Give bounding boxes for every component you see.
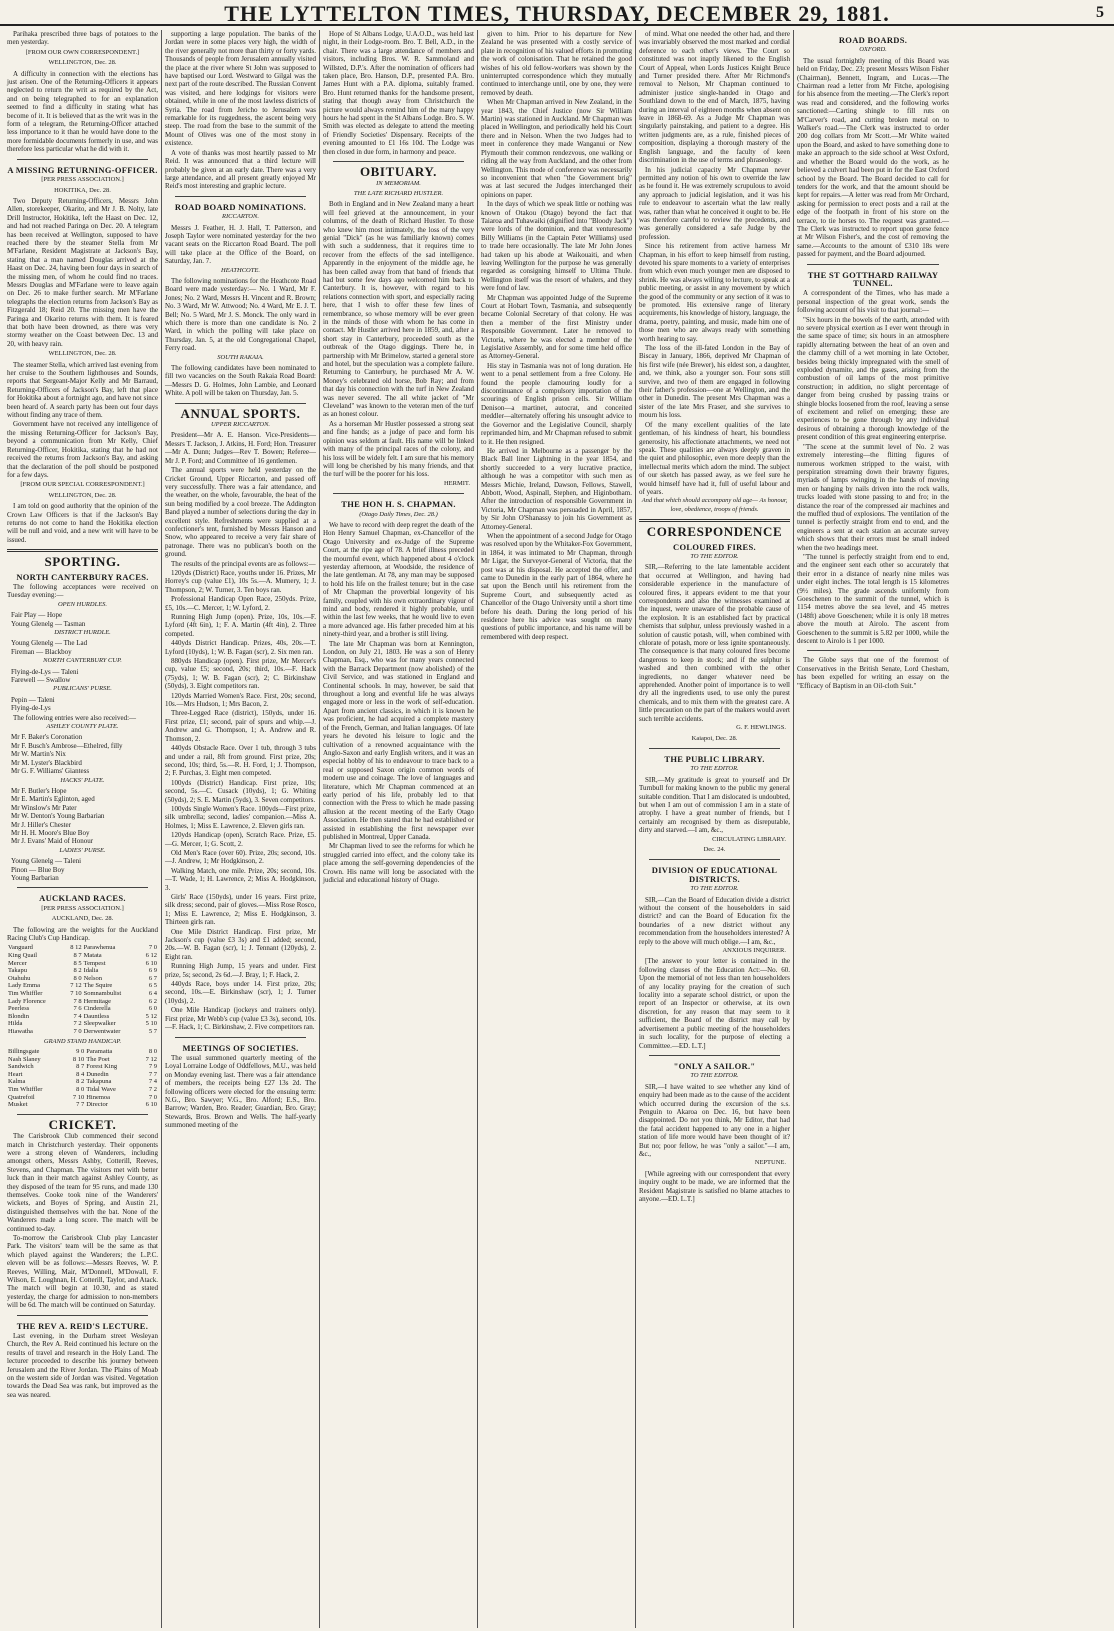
horse-weight: 6 10 (145, 1101, 157, 1109)
subheading: OXFORD. (859, 46, 887, 54)
section-heading-sports: ANNUAL SPORTS. (180, 405, 301, 421)
headline: DIVISION OF EDUCATIONAL DISTRICTS. (651, 865, 778, 884)
paragraph: Parihaka prescribed three bags of potatoes to the men yesterday. (7, 30, 158, 47)
table-row (7, 1078, 158, 1086)
horse-name: Matata (83, 952, 102, 959)
paragraph: The following entries were also received:— (13, 713, 137, 722)
paragraph: His stay in Tasmania was not of long duration. He went to a penal settlement from a free Colony. He found the people clamouring loudly for a discontinuance of a compulsory importation of the scourings of English prison cells. Sir William Denison—a martinet, autocrat, and conceited meddler—alternately offering his unsought advice to the Governor and the Legislative Council, sharply reprimanded him, and Mr Chapman refused to submit to it. He then resigned. (481, 361, 632, 446)
horse-weight: 8 0 (148, 1047, 157, 1055)
result-item: Walking Match, one mile. Prize, 20s; second, 10s.—T. Wade, 1; H. Lawrence, 2; Miss A. Hodgkinson, 3. (165, 866, 316, 892)
paragraph: The following are the weights for the Auckland Racing Club's Cup Handicap. (7, 925, 158, 942)
result-item: 440yds Race, boys under 14. First prize, 20s; second, 10s.—E. Birkinshaw (scr), 1; J. Turner (10yds), 2. (165, 980, 316, 1005)
entry-list (7, 733, 158, 775)
race-name: ASHLEY COUNTY PLATE. (46, 723, 119, 731)
horse-weight: 6 12 (145, 952, 157, 959)
list-item: Mr M. Lyster's Blackbird (11, 758, 82, 767)
list-item: Mr E. Martin's Eglinton, aged (11, 795, 95, 804)
paragraph: In his judicial capacity Mr Chapman never permitted any notion of his own to override the law as he found it. He was extremely scrupulous to avoid any approach to judicial legislation, and it was his rule to endeavour to ascertain what the law really was, rather than what he conceived it ought to be. He was therefore careful to review the precedents, and was generally considered a safe Judge by the profession. (639, 165, 790, 241)
horse-name: Tidal Wave (86, 1085, 116, 1093)
headline: THE PUBLIC LIBRARY. (664, 753, 765, 764)
horse-weight: 7 8 (73, 997, 82, 1005)
paragraph: The usual fortnightly meeting of this Board was held on Friday, Dec. 23; present Messrs Wilson Fisher (Chairman), Bennett, Ingram, and Lucas.—The Chairman read a letter from Mr Fitche, apologising for his absence from the meeting.—The Clerk's report was read and considered, and the following works sanctioned:—Carting shingle to fill ruts on M'Carver's road, and cutting broken metal on to Walker's road.—The Clerk was instructed to order 200 dog collars from Mr Scott.—Mr White waited upon the Board, and asked to have something done to make an approach to the side school at West Oxford, and whether the Board would do the work, as he believed a culvert had been put in for the East Oxford school by the Board. The Board decided to call for tenders for the work, and that the amount should be kept for repairs.—A letter was read from Mr Orchard, asking for permission to erect posts and a rail at the edge of the footpath in front of his store on the terrace, to tie horses to. The request was granted.—The Clerk was instructed to report upon gorse fence at Mr Wilson Fisher's, and the cost of removing the same.—Accounts to the amount of £310 18s were passed for payment, and the Board adjourned. (797, 56, 949, 259)
headline-missing-officer: A MISSING RETURNING-OFFICER. (7, 164, 158, 175)
entry-list (7, 668, 158, 685)
paragraph: Hope of St Albans Lodge, U.A.O.D., was held last night, in their Lodge-room. Bro. T. Bell, A.D., in the chair. There was a large attendance of members and visitors, including Bros. W. R. Sammoland and Willsted, D.P.'s. After the nomination of officers had taken place, Bro. Hanson, D.P., presented P.A. Bro. James Hunt with a P.A. diploma, suitably framed. Bro. Hunt returned thanks for the handsome present, stating that though away from Christchurch the picture would always remind him of the many happy hours he had spent in the St Albans Lodge. Bro. S. W. Smith was elected as delegate to attend the meeting of Friendly Societies' Dispensary. Receipts of the evening amounted to £1 16s 10d. The Lodge was then closed in due form, in harmony and peace. (323, 30, 474, 156)
subheading: SOUTH RAKAIA. (217, 353, 264, 361)
list-item: Pinon — Blue Boy (11, 865, 65, 874)
signature: G. F. HEWLINGS. (736, 724, 786, 732)
dateline: Dec. 24. (703, 845, 726, 853)
subheading: THE LATE RICHARD HUSTLER. (353, 189, 444, 197)
divider (649, 1055, 780, 1056)
table-row (7, 1020, 158, 1028)
horse-weight: 7 12 (70, 982, 82, 990)
table-row (7, 1048, 158, 1056)
column-3 (320, 30, 478, 1628)
horse-weight: 6 4 (148, 989, 157, 997)
horse-weight: 6 10 (145, 959, 157, 967)
column-2 (162, 30, 320, 1628)
horse-weight: 7 6 (73, 1005, 82, 1013)
signature: HERMIT. (443, 479, 470, 487)
table-row (7, 998, 158, 1006)
list-item: Farewell — Swallow (11, 676, 71, 685)
paragraph: Mr Chapman was appointed Judge of the Supreme Court at Hobart Town, Tasmania, and subsequently became Colonial Secretary of that colony. He was then a member of the first Ministry under Responsible Government. Later he removed to Victoria, where he was elected a member of the Legislative Assembly, and for some time held office as Attorney-General. (481, 293, 632, 361)
list-item: Mr Winslow's Mr Pater (11, 803, 77, 812)
list-item: Mr F. Butler's Hope (11, 786, 67, 795)
paragraph: given to him. Prior to his departure for New Zealand he was presented with a costly service of plate in recognition of his valued efforts in promoting the work of colonisation. That he retained the good wishes of his old fellow-workers was shown by the uninterrupted correspondence which they mutually continued to interchange until, one by one, they were removed by death. (481, 30, 632, 97)
paragraph: To-morrow the Carisbrook Club play Lancaster Park. The visitors' team will be the same as that which played against the Wanderers; the L.P.C. eleven will be as follows:—Messrs Reeves, W. P. Reeves, Willing, Mair, M'Donnell, M'Dowall, F. Wilson, E. Loughnan, H. Cotterill, Taylor, and Atack. The match will begin at 10.30, and as stated yesterday, the charge for admission to non-members will be 6d. The match will be continued on Saturday. (7, 1233, 158, 1310)
result-item: 100yds (District) Handicap. First prize, 10s; second, 5s.—C. Cusack (10yds), 1; G. Whiting (50yds), 2; S. E. Martin (5yds), 3. Seven competitors. (165, 778, 316, 804)
headline: THE ST GOTTHARD RAILWAY TUNNEL. (807, 269, 939, 288)
table-row (7, 1086, 158, 1094)
list-item: Mr F. Busch's Ambrose—Ethelred, filly (11, 741, 123, 750)
paragraph: SIR,—Can the Board of Education divide a district without the consent of the householders in said district? and can the Board of Education fix the boundaries of a new district without any recommendation from the householders interested? A reply to the above will much oblige.—I am, &c., (639, 895, 790, 946)
paragraph: A vote of thanks was most heartily passed to Mr Reid. It was announced that a third lecture will probably be given at an early date. There was a very large attendance, and all present greatly enjoyed Mr Reid's most interesting and graphic lecture. (165, 148, 316, 191)
horse-name: Hermitage (83, 997, 112, 1005)
subheading: TO THE EDITOR. (690, 1072, 739, 1080)
entry-list (7, 639, 158, 656)
horse-name: Derwentwater (83, 1027, 121, 1035)
horse-weight: 5 7 (148, 1027, 157, 1035)
horse-name: Blondin (8, 1012, 29, 1020)
horse-name: Takapu (8, 967, 28, 975)
divider (175, 1037, 306, 1038)
paragraph: Of the many excellent qualities of the late gentleman, of his kindness of heart, his boundless generosity, his affectionate attachments, we need not speak. These qualities are always deeply graven in the quiet and philosophic, even more deeply than the intellectual merits which adorn the mind. The subject of our sketch has passed away, as we feel sure he would himself have had it, full of useful labour and of years. (639, 420, 790, 496)
subheading: RICCARTON. (222, 213, 259, 221)
headline: ROAD BOARD NOMINATIONS. (174, 201, 307, 212)
paragraph: of mind. What one needed the other had, and there was invariably observed the most marked and cordial deference to each other's views. The Court so constituted was not inaptly likened to the English Court of Appeal, when Lords Justices Knight Bruce and Turner presided there. After Mr Richmond's removal to Nelson, Mr Chapman continued to administer justice single-handed in Otago and Southland down to the end of March, 1875, having during an interval of eighteen months when absent on leave in 1868-69. As a Judge Mr Chapman was singularly painstaking, and patient to a degree. His written judgments are, as a rule, finished pieces of composition, displaying a thorough mastery of the English language, and the faculty of keen discrimination in the use of terms and phraseology. (639, 30, 790, 165)
race-name: LADIES' PURSE. (59, 846, 106, 854)
horse-name: Billingsgate (8, 1047, 40, 1055)
subheading: UPPER RICCARTON. (210, 421, 271, 429)
entry-list (7, 696, 158, 713)
horse-name: Takapuna (86, 1078, 112, 1086)
table-row (7, 1056, 158, 1064)
horse-weight: 8 2 (76, 1078, 85, 1086)
horse-weight: 8 2 (73, 967, 82, 975)
verse: And that which should accompany old age— As honour, love, obedience, troops of friends. (641, 497, 788, 513)
subheading: TO THE EDITOR. (690, 885, 739, 893)
paragraph: supporting a large population. The banks of the Jordan were in some places very high, the width of the river generally not more than thirty or forty yards. Thousands of people from Jerusalem annually visited the place at the river where St John was supposed to have baptised our Lord. Westward to Gilgal was the next part of the route described. The Russian Convent was visited, and here lodgings for visitors were obtained, while in one of the most lawless districts of Syria. The road from Jericho to Jerusalem was remarkable for its ruggedness, the ascent being very steep. The road from the base to the summit of the Mount of Olives was one of the most stony in existence. (165, 30, 316, 148)
horse-name: The Poet (86, 1055, 110, 1063)
paragraph: In the days of which we speak little or nothing was known of Otakou (Otago) beyond the fact that Taiaroa and Tuhawaiki (dignified into "Bloody Jack") were lords of the dominion, and that venturesome Billy Williams (in the Captain Peter Williams) used to trade here occasionally. The late Mr John Jones had taken up his abode at Waikouaiti, and when leaving Wellington for the purpose he was generally regarded as consigning himself to Ultima Thule. Wellington itself was the resort of whalers, and they were fond of law. (481, 200, 632, 293)
dateline: AUCKLAND, Dec. 28. (51, 915, 114, 923)
list-item: Young Barbarian (11, 873, 59, 882)
horse-name: Paramatta (86, 1047, 113, 1055)
paragraph: The late Mr Chapman was born at Kennington, London, on July 21, 1803. He was a son of Henry Chapman, Esq., who was for many years connected with the Barrack Department (now abolished) of the Civil Service, and was stationed in England and Continental schools. In may, however, be said that throughout a long and eventful life he was always engaged more or less in the work of self-education. Apart from ancient classics, in which it is known he was proficient, he had acquired a complete mastery of the French, German, and Italian languages. Of late years he devoted his leisure to logic and the cultivation of a renowned acquaintance with the Anglo-Saxon and early English writers, and it was an especial hobby of his to endeavour to trace back to a real or supposed Saxon origin common words of modern use and coinage. The love of languages and literature, which Mr Chapman commenced at an early period of his life, probably led to that connection with the Press to which he made passing allusion at the recent meeting of the Early Otago Association. He then stated that he had established or assisted in establishing the first newspaper ever published in Montreal, Upper Canada. (323, 639, 474, 841)
section-heading-sporting: SPORTING. (44, 554, 121, 570)
horse-weight: 8 7 (73, 952, 82, 959)
result-item: One Mile District Handicap. First prize, Mr Jackson's cup (value £3 3s) and £1 added; second, 20s.—W. B. Fagan (scr), 1; J. Tennant (120yds), 2. Eight ran. (165, 927, 316, 961)
headline: AUCKLAND RACES. (39, 893, 126, 904)
result-item: Three-Legged Race (district), 150yds, under 16. First prize, £1; second, pair of spurs and whip.—J. Andrew and G. Thompson, 1; A. Andrew and R. Thomson, 2. (165, 709, 316, 743)
signature: NEPTUNE. (754, 1159, 786, 1167)
paragraph: Messrs J. Feather, H. J. Hall, T. Patterson, and Joseph Taylor were nominated yesterday for the two vacant seats on the Riccarton Road Board. The poll will take place at the Office of the Board, on Saturday, Jan. 7. (165, 223, 316, 266)
horse-weight: 7 12 (145, 1055, 157, 1063)
source-line: (Otago Daily Times, Dec. 28.) (359, 510, 438, 518)
dateline: WELLINGTON, Dec. 28. (48, 59, 117, 67)
horse-name: Peerless (8, 1005, 30, 1013)
horse-weight: 8 0 (76, 1085, 85, 1093)
paragraph: A correspondent of the Times, who has made a personal inspection of the great work, sends the following account of his visit to that journal:— (797, 289, 949, 315)
paragraph: "Six hours in the bowels of the earth, attended with no severe physical exertion as I ever went through in the same space of time; six hours in an atmosphere rapidly alternating between the heat of an oven and the clammy chill of a wet morning in late October, besides being thickly impregnated with the smell of exploded dynamite, and the gases, arising from the combustion of oil lamps of the most primitive construction; in addition, no slight percentage of danger from being crushed by passing trains or shingle blocks loosened from the roof, leaving a sense of excitement and relief on emerging; these are experiences to be gone through by any individual desirous of obtaining a thorough knowledge of the present condition of this great engineering enterprise. (797, 315, 949, 442)
paragraph: The annual sports were held yesterday on the Cricket Ground, Upper Riccarton, and passed off very successfully. There was a fair attendance, and the weather, on the whole, favourable, the heat of the sun being modified by a cool breeze. The Addington Band played a number of selections during the day in excellent style. Refreshments were supplied at a confectioner's tent, furnished by Messrs Hanson and Snow, who appeared to receive a very fair share of patronage. There was no publican's booth on the ground. (165, 466, 316, 559)
source-line: [FROM OUR OWN CORRESPONDENT.] (25, 48, 140, 56)
horse-weight: 8 7 (76, 1063, 85, 1071)
paragraph: The usual summoned quarterly meeting of the Loyal Lorraine Lodge of Oddfellows, M.U., was held on Monday evening last. There was a fair attendance of members, the receipts being £27 13s 2d. The following officers were elected for the ensuing term: N.G., Bro. Sawyer; V.G., Bro. Alford; E.S., Bro. Barrow; Warden, Bro. Reader; Guardian, Bro. Gray; Stewards, Bros. Brown and Wells. The half-yearly summoned meeting of the (165, 1053, 316, 1130)
table-row (7, 1013, 158, 1021)
table-row (7, 982, 158, 990)
list-item: Flying-de-Lys (11, 704, 51, 713)
horse-name: Kalma (8, 1078, 26, 1086)
dateline: WELLINGTON, Dec. 28. (48, 350, 117, 358)
horse-weight: 7 0 (73, 1027, 82, 1035)
table-row (7, 960, 158, 968)
paragraph: President—Mr A. E. Hanson. Vice-Presidents—Messrs T. Jackson, J. Atkins, H. Ford; Hon. Treasurer—Mr A. Dunn; Judges—Rev T. Bowen; Referee—Mr J. P. Ford; and Committee of 16 gentlemen. (165, 431, 316, 465)
paragraph: Two Deputy Returning-Officers, Messrs John Allen, storekeeper, Okarito, and Mr J. B. Nolty, late Drill Instructor, Hokitika, left the Haast on Dec. 12, and had not reached Paringa on Dec. 20. A telegram has been received at Wellington, supposed to have reached there by the steamer Stella from Mr M'Farlane, Resident Magistrate at Jackson's Bay, stating that a man named Douglas arrived at the Haast on Dec. 24, having been four days in search of the missing men, of whom he could find no traces. Messrs Douglas and M'Farlane were to leave again on Dec. 26 to make further search. Mr M'Farlane telegraphs the election returns from Jackson's Bay as Fitzgerald 18; Reid 20. The missing men have the Paringa and Okarito returns with them. It is feared that both have been drowned, as there was very stormy weather on the Coast between Dec. 13 and 20, with heavy rain. (7, 196, 158, 348)
headline: THE REV A. REID'S LECTURE. (16, 1320, 149, 1331)
table-row (7, 1071, 158, 1079)
divider (175, 196, 306, 197)
horse-weight: 9 0 (76, 1047, 85, 1055)
paragraph: The Carisbrook Club commenced their second match in Christchurch yesterday. Their opponents were a strong eleven of Wanderers, including amongst others, Messrs Ashby, Cotterill, Reeves, Stevens, and Chapman. The visitors met with better luck than in their match against Ashley County, as they disposed of the team for 95 runs, and made 130 themselves. Cooke took nine of the Wanderers' wickets, and Boyes of Spring, and Austin 21, distinguished themselves with the bat. None of the Wanderers made a long score. The match will be continued to-day. (7, 1132, 158, 1233)
paragraph: The following nominations for the Heathcote Road Board were made yesterday:— No. 1 Ward, Mr F. Jones; No. 2 Ward, Messrs H. Vincent and R. Brown; No. 3 Ward, Mr W. Attwood; No. 4 Ward, Mr E. J. T. Bell; No. 5 Ward, Mr J. S. Monck. The only ward in which there is more than one candidate is No. 2 Ward, in which the polling will take place on Thursday, Jan. 5, at the old Congregational Chapel, Ferry road. (165, 276, 316, 353)
list-item: Young Glenelg — Taleni (11, 857, 82, 866)
paragraph: I am told on good authority that the opinion of the Crown Law Officers is that if the Jackson's Bay returns do not come to hand the Hokitika election will be null and void, and a new writ will have to be issued. (7, 502, 158, 544)
paragraph: SIR,—My gratitude is great to yourself and Dr Turnbull for making known to the public my general suitable condition. That I am dislocated is undoubted, but when I am out of commission I am in a state of atrophy. I have a great number of friends, but I certainly am recognised by them as disreputable, dirty and starved.—I am, &c., (639, 775, 790, 835)
table-row (7, 944, 158, 952)
paragraph: The Globe says that one of the foremost of Conservatives in the British Senate, Lord Chesham, has been expelled for writing an essay on the "Efficacy of Baptism in an Oil-cloth Suit." (797, 656, 949, 690)
headline: NORTH CANTERBURY RACES. (16, 571, 149, 582)
horse-weight: 7 7 (76, 1101, 85, 1109)
race-name: DISTRICT HURDLE. (54, 629, 111, 636)
horse-name: Somnambulist (83, 989, 122, 997)
subheading: TO THE EDITOR. (690, 765, 739, 773)
paragraph: [The answer to your letter is contained in the following clauses of the Education Act:—No. 60. Upon the memorial of not less than ten householders of any locality praying for the creation of such locality into a separate school district, or upon the report of an Inspector or otherwise, at its own discretion, for any reason that may seem to it sufficient, the Board of the district may call by advertisement a public meeting of the householders in such locality, for the purpose of electing a Committee.—ED. L.T.] (639, 957, 790, 1050)
paragraph: Mr Chapman lived to see the reforms for which he struggled carried into effect, and the colony take its place among the self-governing dependencies of the Crown. His name will long be associated with the judicial and educational history of Otago. (323, 842, 474, 884)
horse-weight: 7 4 (148, 1078, 157, 1086)
horse-name: Vanguard (8, 944, 33, 952)
list-item: Mr J. Evans' Maid of Honour (11, 837, 94, 846)
paragraph: Since his retirement from active harness Mr Chapman, in his effort to keep himself from rusting, devoted his spare moments to a variety of enterprises from which even much younger men are disposed to shrink. He was always willing to lecture, to speak at a public meeting, or assist in any movement by which the good of the community or any section of it was to be promoted. His extensive range of literary acquirements, his knowledge of history, language, the drama, poetry, painting, and music, made him one of those men who are always ready with something worth hearing to say. (639, 242, 790, 343)
horse-name: Hilda (8, 1020, 23, 1028)
result-item: 880yds Handicap (open). First prize, Mr Mercer's cup, value £5; second, 20s; third, 10s.—F. Hack (75yds), 1; W. B. Fagan (scr), 2; C. Birkinshaw (50yds), 3. Eight competitors ran. (165, 657, 316, 691)
horse-name: Tim Whiffler (8, 1085, 43, 1093)
horse-weight: 8 4 (76, 1070, 85, 1078)
horse-name: Tim Whiffler (8, 989, 43, 997)
source-line: [FROM OUR SPECIAL CORRESPONDENT.] (20, 481, 145, 489)
horse-weight: 7 4 (73, 1012, 82, 1020)
horse-weight: 8 12 (70, 944, 82, 952)
horse-name: Parawhenua (83, 944, 116, 952)
list-item: Young Glenelg — The Lad (11, 639, 88, 648)
section-heading-correspondence: CORRESPONDENCE (646, 524, 783, 540)
horse-weight: 5 10 (145, 1020, 157, 1028)
horse-name: Sleepwalker (83, 1020, 116, 1028)
entry-list (7, 857, 158, 882)
horse-name: Dunedin (86, 1070, 109, 1078)
result-item: One Mile Handicap (jockeys and trainers only). First prize, Mr Webb's cup (value £3 3s), second, 10s.—F. Hack, 1; C. Birkinshaw, 2. Five competitors ran. (165, 1006, 316, 1032)
horse-weight: 7 9 (148, 1063, 157, 1071)
table-row (7, 1094, 158, 1102)
paragraph: When the appointment of a second Judge for Otago was resolved upon by the Whitaker-Fox Government, in 1864, it was intimated to Mr Chapman, through Mr Ligar, the Surveyor-General of Victoria, that the post was at his disposal. He accepted the offer, and came to Dunedin in the early part of 1864, where he sat upon the Bench until his retirement from the Supreme Court, and subsequently acted as Chancellor of the Otago University until a short time before his death. During the long period of his residence here his advice was sought on many questions of public importance, and his name will be remembered with deep respect. (481, 531, 632, 641)
weights-table (7, 944, 158, 1035)
list-item: Mr H. H. Moore's Blue Boy (11, 828, 90, 837)
paragraph: Government have not received any intelligence of the missing Returning-Officer for Jackson's Bay, beyond a communication from Mr Kelly, Chief Returning-Officer, Hokitika, stating that he had not received the returns from Jackson's Bay, and asking that the declaration of the poll should be postponed for a few days. (7, 420, 158, 479)
horse-name: King Quail (8, 952, 38, 959)
horse-weight: 8 10 (72, 1055, 85, 1063)
result-item: 440yds Obstacle Race. Over 1 tub, through 3 tubs and under a rail, 8ft from ground. First prize, 20s; second, 10s; third, 5s.—R. H. Ford, 1; J. Thompson, 2; F. Purchas, 3. Eight men competed. (165, 744, 316, 778)
headline: MEETINGS OF SOCIETIES. (182, 1042, 299, 1053)
newspaper-title: THE LYTTELTON TIMES, THURSDAY, DECEMBER 29, 1881. (224, 1, 890, 26)
horse-weight: 6 2 (148, 997, 157, 1005)
horse-name: Lady Florence (8, 997, 46, 1005)
weights-table (7, 1048, 158, 1109)
horse-name: Dauntless (83, 1012, 110, 1020)
table-row (7, 952, 158, 960)
paragraph: [While agreeing with our correspondent that every inquiry ought to be made, we are informed that the Resident Magistrate is satisfied no blame attaches to anyone.—ED. L.T.] (639, 1169, 790, 1203)
horse-name: The Squire (83, 982, 113, 990)
horse-name: Idalia (83, 967, 99, 975)
divider (175, 403, 306, 404)
horse-name: Nelson (83, 974, 103, 982)
source-line: [PER PRESS ASSOCIATION.] (41, 904, 124, 912)
column-5 (636, 30, 794, 1628)
headline: THE HON H. S. CHAPMAN. (341, 499, 456, 510)
entry-list (7, 611, 158, 628)
column-6 (794, 30, 952, 1628)
horse-weight: 6 9 (148, 967, 157, 975)
signature: CIRCULATING LIBRARY. (712, 835, 786, 843)
table-row (7, 1005, 158, 1013)
horse-name: Nash Slaney (8, 1055, 41, 1063)
divider (807, 650, 939, 651)
list-item: Mr F. Baker's Coronation (11, 733, 83, 742)
result-item: 120yds (District) Race, youths under 16. Prizes, Mr Horrey's cup (value £1), 10s 5s.—A. Mumery, 1; J. Thompson, 2; W. Turner, 3. Ten boys ran. (165, 568, 316, 594)
list-item: Mr G. F. Williams' Giantess (11, 767, 90, 776)
result-item: 120yds Handicap (open), Scratch Race. Prize, £5.—G. Mercer, 1; G. Scott, 2. (165, 831, 316, 848)
horse-name: Musket (8, 1101, 28, 1109)
horse-weight: 8 0 (73, 974, 82, 982)
dateline: HOKITIKA, Dec. 28. (54, 186, 111, 194)
table-row (7, 1028, 158, 1036)
race-name: GRAND STAND HANDICAP. (43, 1037, 122, 1045)
divider (17, 1315, 148, 1316)
list-item: Pepin — Taleni (11, 695, 55, 704)
result-item: 440yds District Handicap. Prizes, 40s, 20s.—T. Lyford (10yds), 1; W. B. Fagan (scr), 2. Six men ran. (165, 639, 316, 656)
column-4 (478, 30, 636, 1628)
dateline: Kaiapoi, Dec. 28. (691, 734, 738, 742)
race-name: NORTH CANTERBURY CUP. (43, 657, 122, 665)
paragraph: The loss of the ill-fated London in the Bay of Biscay in January, 1866, deprived Mr Chapman of his first wife (née Brewer), his eldest son, a daughter, and, we think, also a younger son. Four sons still survive, and two of them are engaged in following their father's profession—one at Wellington, and the other in Dunedin. The present Mrs Chapman was a sister of the late Mrs Fraser, and she survives to mourn his loss. (639, 344, 790, 420)
paragraph: Both in England and in New Zealand many a heart will feel grieved at the announcement, in your columns, of the death of Richard Hustler. To those who knew him most intimately, the loss of the very genial "Dick" (as he was familiarly known) comes with such a suddenness, that it requires time to recover from the effects of the sad intelligence. Apparently in the enjoyment of the middle age, he has been called away from that band of friends that had but some few days ago welcomed him back to Canterbury. It is, however, with regard to his relations connection with sport, and especially racing here, that I wish to offer these few lines of remembrance, so whose memory will be ever green in the minds of those with whom he has come in contact. Mr Hustler arrived here in 1859, and, after a short stay in Canterbury, proceeded south as the outbreak of the Otago diggings. There he, in partnership with Mr Brimelow, started a general store and hotel, but the speculation was a complete failure. Returning to Canterbury, he purchased Mr A. W. Money's celebrated old horse, Bob Ray; and from that day his connection with the turf in New Zealand was never severed. The all white jacket of "Mr Cleveland" was known to the veteran men of the turf as an honest colour. (323, 200, 474, 419)
horse-name: Lady Emma (8, 982, 40, 990)
masthead (0, 0, 1114, 26)
table-row (7, 1101, 158, 1109)
horse-weight: 8 5 (73, 959, 82, 967)
divider (649, 748, 780, 749)
horse-name: Director (86, 1101, 108, 1109)
divider (17, 887, 148, 888)
result-item: 100yds Single Women's Race. 100yds—First prize, silk umbrella; second, ladies' companion.—Miss A. Holmes, 1; Miss E. Lawrence, 2. Eleven girls ran. (165, 804, 316, 830)
divider (17, 159, 148, 160)
table-row (7, 1063, 158, 1071)
list-item: Young Glenelg — Tasman (11, 619, 86, 628)
horse-weight: 7 0 (148, 1093, 157, 1101)
table-row (7, 975, 158, 983)
table-row (7, 990, 158, 998)
divider (639, 519, 790, 522)
result-item: Professional Handicap Open Race, 250yds. Prize, £5, 10s.—C. Mercer, 1; W. Lyford, 2. (165, 595, 316, 612)
result-item: Girls' Race (150yds), under 16 years. First prize, silk dress; second, pair of gloves.—Miss Rose Rosco, 1; Miss E. Lawrence, 2; Miss E. Hodgkinson, 3. Thirteen girls ran. (165, 893, 316, 927)
newspaper-columns (4, 30, 1110, 1628)
subheading: IN MEMORIAM. (376, 179, 421, 187)
horse-name: Cinderella (83, 1005, 111, 1013)
paragraph: When Mr Chapman arrived in New Zealand, in the year 1843, the Chief Justice (now Sir William Martin) was stationed in Auckland. Mr Chapman was placed in Wellington, and periodically held his Court there and in Nelson. When the two Judges had to meet in conference they made Wanganui or New Plymouth their common rendezvous, one walking or riding all the way from Auckland, and the other from Wellington. This mode of conference was necessarily so inconvenient that when "the Government brig" was at last secured the Judges interchanged their opinions on paper. (481, 98, 632, 199)
race-name: OPEN HURDLES. (57, 600, 108, 608)
column-1 (4, 30, 162, 1628)
source-line: [PER PRESS ASSOCIATION.] (41, 176, 124, 184)
horse-weight: 6 0 (148, 1005, 157, 1013)
horse-weight: 5 12 (145, 1012, 157, 1020)
divider (333, 161, 464, 162)
divider (649, 859, 780, 860)
divider (7, 549, 158, 552)
horse-name: Hiawatha (8, 1027, 33, 1035)
result-item: Running High Jump, 15 years and under. First prize, 5s; second, 2s 6d.—J. Bray, 1; F. Hack, 2. (165, 962, 316, 979)
paragraph: We have to record with deep regret the death of the Hon Henry Samuel Chapman, ex-Chancellor of the Otago University and ex-Judge of the Supreme Court, at the ripe age of 78. A brief illness preceded the mournful event, which happened about 4 o'clock yesterday afternoon, at Woodside, the residence of the late gentleman. At 78, any man may be supposed to hold his life on the frailest tenure; but in the case of Mr Chapman the proverbial longevity of his family, coupled with his own extraordinary vigour of mind and body, rendered it highly probable, until within the last few weeks, that he would live to even a more advanced age. His father preceded him at his ninety-third year, and a brother is still living. (323, 520, 474, 639)
divider (17, 1114, 148, 1115)
horse-weight: 7 10 (70, 989, 82, 997)
subheading: TO THE EDITOR. (690, 552, 739, 560)
race-name: PUBLICANS' PURSE. (53, 685, 112, 693)
horse-name: Mercer (8, 959, 27, 967)
result-item: Running High Jump (open). Prize, 10s, 10s.—F. Lyford (4ft 6in), 1; F. A. Martin (4ft 4in), 2. Three competed. (165, 613, 316, 638)
paragraph: The following acceptances were received on Tuesday evening:— (7, 582, 158, 600)
entry-list (7, 787, 158, 846)
paragraph: The steamer Stella, which arrived last evening from her cruise to the Southern lighthouses and Sounds, reports that Sergeant-Major Kelly and Mr Barraud, Returning-Officers of Jackson's Bay, left that place for Hokitika about a fortnight ago, and have not since been heard of. A search party has been out four days without finding any trace of them. (7, 360, 159, 420)
result-item: Old Men's Race (over 60). Prize, 20s; second, 10s.—J. Andrew, 1; Mr Hodgkinson, 2. (165, 848, 316, 866)
paragraph: SIR,—Referring to the late lamentable accident that occurred at Wellington, and having had considerable experience in the manufacture of coloured fires, it appears evident to me that your correspondents and also the witnesses examined at the inquest, were unaware of the probable cause of the explosion. It is an established fact by practical chemists that sulphur, unless previously washed in a solution of caustic potash, will, when combined with chlorate of potash, more or less ignite spontaneously. The consequence is that many coloured fires become dangerous to keep in stock; and if the sulphur is washed and then combined with the other ingredients, no danger whatever need be apprehended. Another point of importance is to well dry all the ingredients used, to use only the purest chemicals, and to mix them with the greatest care. A little precaution on the part of the makers would avert such terrible accidents. (639, 563, 790, 723)
horse-name: Heart (8, 1070, 23, 1078)
horse-weight: 6 5 (148, 982, 157, 990)
paragraph: A difficulty in connection with the elections has just arisen. One of the Returning-Officers it appears neglected to return the writ as required by the Act, and on being telegraphed to for an explanation seemed to find a difficulty in stating what has become of it. It is believed that as the writ was in the form of a telegram, the Returning-Officer attached less importance to it than he would have done to the more formidable documents formerly in use, and was therefore less particular what he did with it. (7, 69, 158, 154)
divider (807, 264, 939, 265)
results-list (165, 569, 316, 1032)
paragraph: The following candidates have been nominated to fill two vacancies on the South Rakaia Road Board:—Messrs D. G. Holmes, John Lambie, and Leonard White. A poll will be taken on Thursday, Jan. 5. (165, 364, 316, 398)
list-item: Fair Play — Hope (11, 611, 63, 620)
paragraph: The results of the principal events are as follows:— (171, 559, 316, 568)
horse-weight: 6 7 (148, 974, 157, 982)
paragraph: "The scene at the summit level of No. 2 was extremely interesting—the flitting figures of numerous workmen stripped to the waist, with perspiration streaming down their brawny figures, myriads of lamps swinging in the hands of moving men or hanging by nails driven into the rock walls, trucks loaded with stone passing to and fro; in the distance the roar of the compressed air machines and the muffled thud of explosions. The ventilation of the tunnel is perfectly straight from end to end, and the engineers a sent at each station an accurate survey which shows that their errors must be small indeed when the two headings meet. (797, 442, 949, 552)
horse-name: Sandwich (8, 1063, 34, 1071)
headline: "ONLY A SAILOR." (673, 1060, 756, 1071)
divider (333, 493, 464, 494)
paragraph: As a horseman Mr Hustler possessed a strong seat and fine hands; as a judge of pace and form his opinion was seldom at fault. His name will be linked with many of the principal races of the colony, and his loss will be widely felt. I am sure that his memory will long be cherished by his many friends, and that the turf will be the poorer for his loss. (323, 419, 474, 479)
horse-name: Forest King (86, 1063, 118, 1071)
horse-name: Tempest (83, 959, 106, 967)
section-heading-cricket: CRICKET. (48, 1116, 117, 1132)
paragraph: "The tunnel is perfectly straight from end to end, and the engineer sent each other so accurately that their error in a distance of nearly nine miles was under eight inches. The total length is 15 kilometres (9½ miles). The grade ascends uniformly from Goeschenen to the summit of the tunnel, which is 1154 metres above the sea level, and 45 metres (148ft) above Goeschenen; while it is only 18 metres above the mouth at Airolo. The ascent from Goeschenen to the summit is 5.82 per 1000, while the descent to Airolo is 1 per 1000. (797, 552, 949, 646)
headline: COLOURED FIRES. (673, 541, 756, 552)
horse-weight: 7 2 (148, 1085, 157, 1093)
list-item: Mr W. Denton's Young Barbarian (11, 812, 105, 821)
paragraph: Last evening, in the Durham street Wesleyan Church, the Rev A. Reid continued his lecture on the results of travel and research in the Holy Land. The lecturer proceeded to describe his journey between Jerusalem and the River Jordan. The Plains of Moab on the western side of Jordan was visited. Vegetation towards the Dead Sea was rank, but improved as the sea was neared. (7, 1332, 158, 1399)
list-item: Mr W. Martin's Nix (11, 750, 66, 759)
list-item: Mr J. Hiller's Chester (11, 820, 71, 829)
list-item: Fireman — Blackboy (11, 647, 72, 656)
page-number: 5 (1096, 4, 1104, 21)
paragraph: He arrived in Melbourne as a passenger by the Black Ball liner Lightning in the year 1854, and shortly succeeded to a very lucrative practice, although he was a competitor with such men as Messrs Michie, Ireland, Dawson, Fellows, Stawell, Abbott, Wood, Aspinall, Stephen, and Higinbotham. After the introduction of responsible Government in Victoria, Mr Chapman was persuaded in April, 1857, by Sir John O'Shanassy to join his Government as Attorney-General. (481, 446, 632, 531)
headline: ROAD BOARDS. (838, 35, 908, 45)
horse-weight: 7 2 (73, 1020, 82, 1028)
horse-name: Otahuhu (8, 974, 31, 982)
horse-name: Quatrefoil (8, 1093, 35, 1101)
list-item: Flying-de-Lys — Taleni (11, 667, 79, 676)
horse-weight: 7 10 (72, 1093, 85, 1101)
horse-weight: 7 7 (148, 1070, 157, 1078)
horse-weight: 7 0 (148, 944, 157, 952)
table-row (7, 967, 158, 975)
subheading: HEATHCOTE. (221, 266, 260, 274)
dateline: WELLINGTON, Dec. 28. (48, 491, 117, 499)
paragraph: SIR,—I have waited to see whether any kind of enquiry had been made as to the cause of the accident which occurred during the excursion of the s.s. Penguin to Akaroa on Dec. 16, but have been disappointed. Do not you think, Mr Editor, that had the fatal accident happened to any one in a higher station of life more would have been thought of it? But no; poor fellow, he was "only a sailor."—I am, &c., (639, 1082, 790, 1158)
section-heading-obituary: OBITUARY. (359, 164, 438, 180)
result-item: 120yds Married Women's Race. First, 20s; second, 10s.—Mrs Hudson, 1; Mrs Bacon, 2. (165, 691, 316, 709)
race-name: HACKS' PLATE. (60, 776, 105, 784)
horse-name: Hinemoa (86, 1093, 111, 1101)
signature: ANXIOUS INQUIRER. (722, 947, 786, 955)
